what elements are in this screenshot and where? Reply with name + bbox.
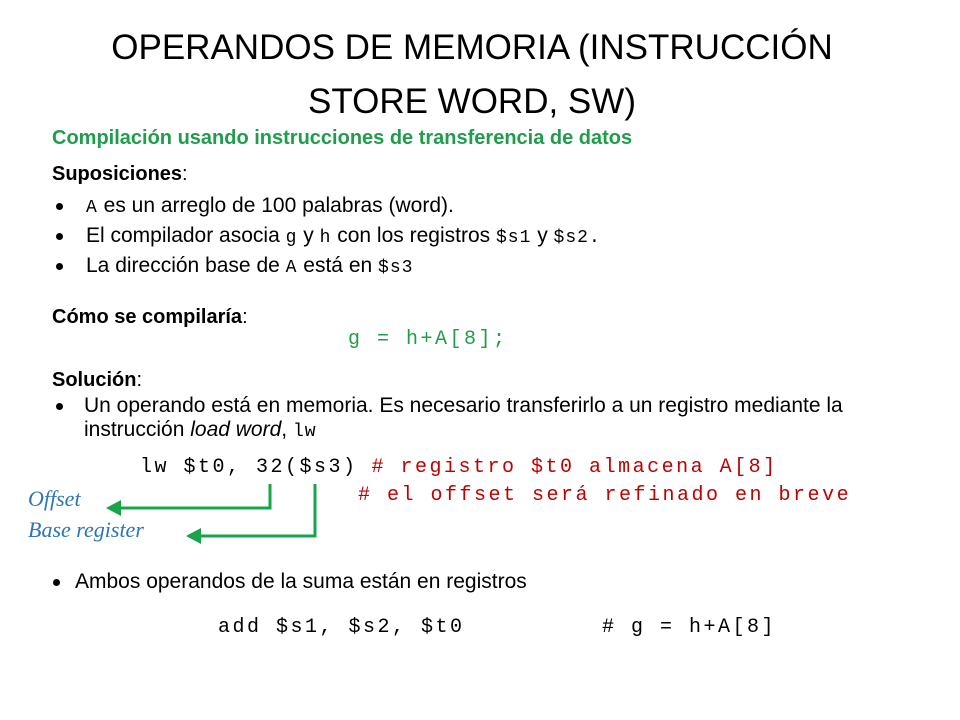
solution-heading (52, 368, 142, 392)
slide-title-line-2: STORE WORD, SW) (308, 82, 636, 121)
slide-title (0, 21, 944, 129)
solution-text: , (281, 418, 293, 441)
assumptions-heading-text: Suposiciones (52, 163, 183, 185)
assumptions-heading (52, 162, 188, 186)
solution-item (56, 394, 843, 444)
code-token: h (319, 228, 332, 248)
assumption-text: y (297, 224, 320, 247)
assumption-item (56, 222, 601, 252)
base-register-arrow-head (186, 528, 201, 544)
assumptions-heading-colon: : (182, 163, 188, 185)
bullet-marker (56, 203, 63, 210)
solution-text: Un operando está en memoria. Es necesario transferirlo a un registro mediante la (84, 394, 843, 417)
assumption-item (56, 252, 601, 282)
compile-heading (52, 305, 248, 329)
solution-text-line-1 (84, 394, 843, 418)
assumption-text: está en (297, 254, 379, 277)
load-comment: # registro $t0 almacena A[8] (371, 456, 778, 479)
code-token: $s2 (553, 228, 589, 248)
assumption-text: El compilador asocia (86, 224, 286, 247)
solution-heading-text: Solución (52, 369, 137, 391)
load-instruction: lw $t0, 32($s3) (140, 456, 358, 479)
code-token: . (588, 228, 601, 248)
compile-heading-colon: : (242, 306, 248, 328)
solution-text-line-2 (84, 418, 843, 444)
solution-list (56, 394, 843, 444)
code-token: A (285, 258, 298, 278)
compile-heading-text: Cómo se compilaría (52, 306, 243, 328)
slide-title-line-1: OPERANDOS DE MEMORIA (INSTRUCCIÓN (111, 28, 833, 67)
sum-list (53, 570, 527, 594)
code-token: lw (292, 422, 317, 442)
offset-arrow-head (106, 500, 121, 516)
offset-label: Offset (28, 486, 81, 511)
solution-text: instrucción (84, 418, 191, 441)
sum-text: Ambos operandos de la suma están en registros (75, 570, 527, 593)
assumption-item (56, 192, 601, 222)
add-comment: # g = h+A[8] (602, 616, 777, 639)
add-instruction: add $s1, $s2, $t0 (218, 616, 465, 639)
bullet-marker (56, 263, 63, 270)
assumption-text: y (531, 224, 554, 247)
base-register-arrow (198, 484, 315, 536)
bullet-marker (56, 233, 63, 240)
code-token: $s1 (495, 228, 532, 248)
bullet-marker (56, 403, 63, 410)
sum-item (53, 570, 527, 594)
assumption-text: La dirección base de (86, 254, 286, 277)
assumptions-list (56, 192, 601, 282)
load-code-line (140, 456, 778, 480)
code-token: $s3 (378, 258, 414, 278)
slide-subtitle: Compilación usando instrucciones de transferencia de datos (52, 127, 633, 149)
solution-heading-colon: : (136, 369, 143, 391)
offset-comment: # el offset será refinado en breve (358, 484, 852, 507)
base-register-label: Base register (28, 517, 144, 542)
assumption-text: es un arreglo de 100 palabras (word). (97, 194, 454, 217)
load-word-term: load word (190, 418, 282, 441)
offset-arrow (118, 484, 270, 508)
assumption-text: con los registros (331, 224, 496, 247)
code-token: g (285, 228, 298, 248)
code-token: A (86, 198, 98, 218)
bullet-marker (53, 579, 60, 586)
source-expression: g = h+A[8]; (348, 328, 508, 351)
